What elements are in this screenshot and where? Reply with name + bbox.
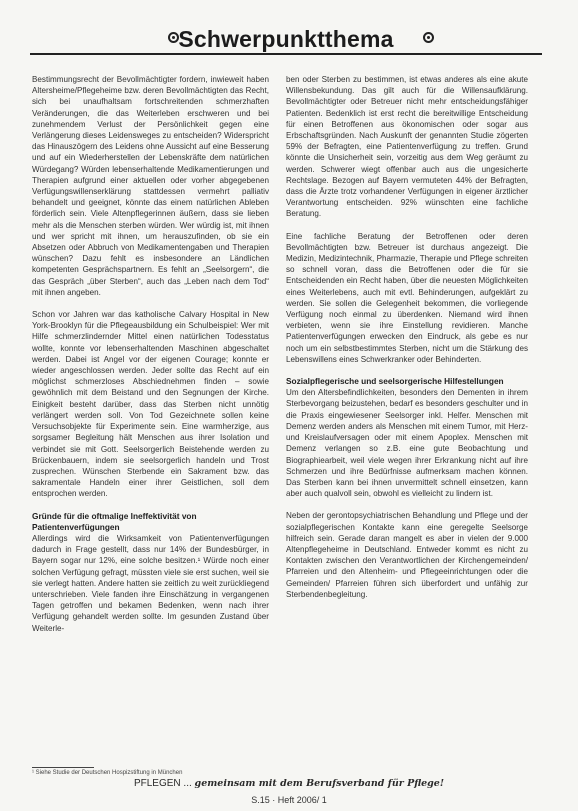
right-column [286, 74, 528, 611]
footnote-rule [32, 767, 94, 768]
subheading: Sozialpflegerische und seelsorgerische Hilfestellungen [286, 376, 504, 387]
paragraph: Um den Altersbefindlichkeiten, besonders den Dementen in ihrem Sterbevorgang beizustehen, bedarf es besonders geschulter und in die Praxis eingewiesener Seelsorger inkl. Helfer. Menschen mit Demenz werden anders als Menschen mit einem Tumor, mit Herz- und Kreislaufversagen oder mit einem Apoplex. Menschen mit Demenz verlangen so z.B. eine gute Beobachtung und Biographiearbeit, weil viele wegen ihrer Erkrankung nicht auf ihre Schmerzen und ihre Bedürfnisse aufmerksam machen können. Das Sterben kann bei ihnen unvermittelt schnell einsetzen, kann aber auch qualvoll sein, obwohl es vielleicht zu lindern ist. [286, 388, 528, 499]
subheading: Gründe für die oftmalige Ineffektivität von Patientenverfügungen [32, 510, 197, 532]
footnote: ¹ Siehe Studie der Deutschen Hospizstiftung in München [32, 770, 183, 776]
paragraph: Allerdings wird die Wirksamkeit von Patientenverfügungen dadurch in Frage gestellt, dass nur 14% der Bundesbürger, in Bayern sogar nur 12%, eine solche besitzen.¹ Würde noch einer solchen Verfügung gefragt, müssten viele sie erst suchen, weil sie sie verlegt hatten. Andere hatten sie zeitlich zu weit zurückliegend unterschrieben. Viele fanden ihre Einschätzung in vergangenen Tagen getroffen und bekamen Bedenken, wenn nach ihrer Verfügung gehandelt werden sollte. Im gesunden Zustand über Weiterle- [32, 533, 269, 633]
paragraph: ben oder Sterben zu bestimmen, ist etwas anderes als eine akute Willensbekundung. Das gilt auch für die Willensaufklärung. Bevollmächtigter oder Betreuer nicht mehr entscheidungsfähiger Patienten. Bedenklich ist erst recht die bereitwillige Entscheidung für einen Betroffenen aus ökonomischen oder sogar aus Erbschaftsgründen. Nach Auskunft der genannten Studie zögerten 59% der Befragten, eine Patientenverfügung zu treffen. Grund könnte die Unsicherheit sein, vorzeitig aus dem Weg geräumt zu werden. Schwerer wiegt offenbar auch aus die ungesicherte Rechtslage. Bezogen auf Bayern vermuteten 44% der Befragten, dass die Ärzte trotz vorhandener Verfügungen in eigener ärztlicher Verantwortung entscheiden. 92% wünschten eine fachliche Beratung. [286, 75, 528, 219]
footer-brand [0, 778, 578, 789]
left-column [32, 74, 269, 645]
brand-name: PFLEGEN ... [133, 778, 192, 789]
bullseye-icon [423, 32, 434, 43]
section-header [30, 24, 542, 54]
paragraph: Schon vor Jahren war das katholische Calvary Hospital in New York-Brooklyn für die Pflegeausbildung ein Schulbeispiel: Wer mit Hilfe schmerzlindernder Mittel einen natürlichen Todesstatus wollte, konnte vor lebenserhaltenden Maschinen abgeschaltet werden. Dabei ist Angel vor der eigenen Courage; konnte er wieder angeschlossen werden. Jeder sollte das Recht auf ein möglichst schmerzloses Abschiednehmen finden – sowie gewöhnlich mit dem Beistand und den Segnungen der Kirche. Einigkeit besteht darüber, dass das Sterben nicht unnötig verlängert werden soll. Von Tod Gezeichnete sollen keine Versuchsobjekte für Experimente sein. Eine warmherzige, aus sorgsamer Begleitung hält Menschen aus ihrer Isolation und verbindet sie mit Gott. Seelsorgerlich Beistehende werden zu Brückenbauern, indem sie seelsorgerlich handeln und Trost zusprechen. Wünschen Sterbende ein Sakrament bzw. das sakramentale Handeln einer ihrer Geistlichen, soll dem entsprochen werden. [32, 310, 269, 499]
paragraph: Neben der gerontopsychiatrischen Behandlung und Pflege und der sozialpflegerischen Kontakte kann eine geregelte Seelsorge hilfreich sein. Gerade daran mangelt es aber in vielen der 9.000 Altenpflegeheime in Deutschland. Entweder kommt es nicht zu Kontakten zwischen den Verantwortlichen der Kirchengemeinden/ Pfarreien und den Altenheim- und Pflegeeinrichtungen oder die Gemeinden/ Pfarreien führen sich überfordert und unfähig zur Sterbendenbegleitung. [286, 511, 528, 599]
header-rule [30, 53, 542, 55]
section-title: Schwerpunktthema [178, 25, 394, 52]
paragraph: Eine fachliche Beratung der Betroffenen oder deren Bevollmächtigten bzw. Betreuer ist durchaus angezeigt. Die Medizin, Medizintechnik, Pharmazie, Therapie und Pflege schreiten so schnell voran, dass die Betroffenen oder die für sie Entscheidenden ein Recht haben, über die neuesten Möglichkeiten eines Weiterlebens, auch mit evtl. Behinderungen, aufgeklärt zu werden. Sie sollen die Gelegenheit bekommen, die vorliegende Verfügung noch einmal zu überdenken. Niemand wird ihnen verbieten, wenn sie ihre Einstellung revidieren. Manche Patientenverfügungen erwecken den Eindruck, als gebe es nur noch um ein selbstbestimmtes Sterben, nicht um die Stärkung des Lebenswillens eines Schwerkranker oder Behinderten. [286, 231, 528, 364]
brand-slogan: gemeinsam mit dem Berufsverband für Pflege! [194, 778, 445, 789]
paragraph: Bestimmungsrecht der Bevollmächtigter fordern, inwieweit haben Altersheime/Pflegeheime bzw. deren Bevollmächtigten das Recht, sich bei unaufhaltsam fortschreitenden schmerzhaften Veränderungen, die das Weiterleben erschweren und bei zunehmendem Verlust der Persönlichkeit gegen eine Verlängerung dieses Leidensweges zu entscheiden? Widerspricht das Hinauszögern des Leidens ohne Aussicht auf eine Besserung und auf ein Wiederherstellen der Lebenskräfte dem natürlichen Würdegang? Würden lebenserhaltende Medikamentierungen und Therapien aufgrund einer aktuellen oder vorher abgegebenen Verfügungswillenserklärung stattdessen vermehrt palliativ behandelt und geeignet, könnte das einem natürlichen Ableben förderlich sein. Viele Altenpflegerinnen äußern, dass sie lieben mehr als die Menschen sterben würden. Wer würdig ist, mit ihnen und wer spricht mit ihnen, um herauszufinden, ob sie ein Absetzen oder Abbruch von Medikamentengaben und Therapien wünschen? Dazu fehlt es insbesondere an Ländlichen kompetenten Gesprächspartnern. Es fehlt an „Seelsorgern“, die das Gespräch „über Sterben“, auch das „Leben nach dem Tod“ mit ihnen angeben. [32, 75, 269, 297]
bullseye-icon [168, 32, 179, 43]
page-number: S.15 · Heft 2006/ 1 [251, 795, 327, 805]
